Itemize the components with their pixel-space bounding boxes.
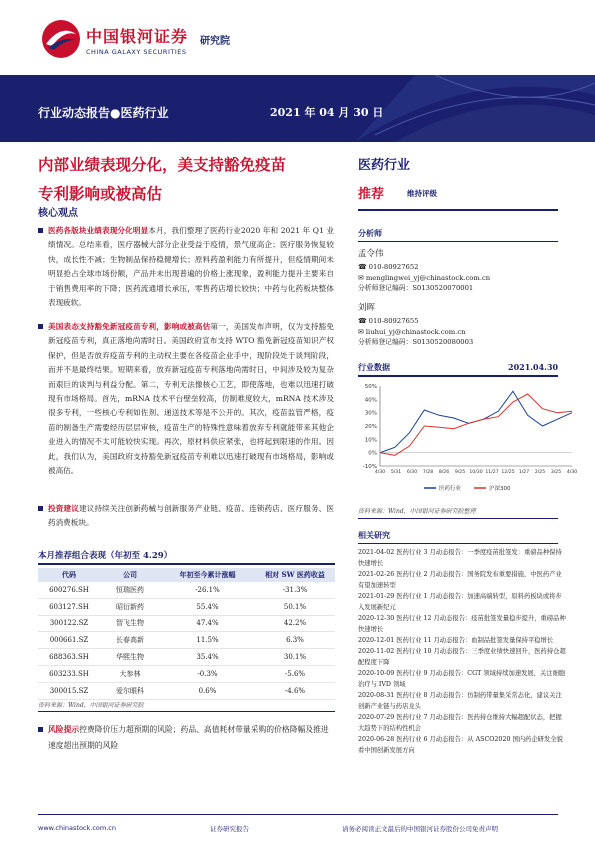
analyst-cert: 分析师登记编码：S0130520080003: [358, 338, 474, 346]
analyst-email[interactable]: ✉ liuhui_yj@chinastock.com.cn: [358, 327, 466, 336]
legend-label: 医药行业: [439, 486, 462, 492]
series-line: [380, 391, 572, 452]
table-row: [38, 632, 335, 649]
key-point-text: 本月，我们整理了医药行业2020 年和 2021 年 Q1 业绩情况。总结来看，医疗器械大部分企业受益于疫情，景气度高企；医疗服务恢复较快，成长性不减；生物制品保持稳健增长；原料药盈利能力有所提升，但疫情期间未明显抢占全球市场份额，产品并未出现普遍的价格上涨现象，盈利能力提升主要来自于销售费用率的下降；医药流通增长承压，零售药店增长较快；中药与化药板块整体表现疲软。: [48, 226, 334, 308]
analyst-name: 孟令伟: [358, 249, 384, 259]
email-icon: ✉: [358, 273, 366, 282]
stock-code: 603233.SH: [38, 665, 100, 682]
key-point-lead: 美国表态支持豁免新冠疫苗专利，影响或被高估: [48, 322, 211, 331]
company-logo: [40, 18, 240, 60]
x-tick-label: 6/30: [406, 470, 418, 475]
table-row: [38, 649, 335, 666]
key-point-lead: 医药各版块业绩表现分化明显: [48, 226, 149, 235]
portfolio-table: [38, 568, 335, 700]
x-tick-label: 12/25: [501, 470, 515, 475]
ytd-return: -26.1%: [160, 582, 255, 598]
divider: [358, 375, 558, 377]
market-data-date: 2021.04.30: [508, 362, 559, 372]
rating-note: 维持评级: [407, 189, 437, 198]
footer-label: 证券研究报告: [210, 825, 249, 833]
company-name: 爱尔眼科: [100, 682, 160, 699]
x-tick-label: 4/30: [374, 470, 386, 475]
bullet-icon: [38, 727, 43, 732]
table-row: [38, 615, 335, 632]
chart-ticks: [363, 384, 577, 475]
analyst-phone: ☎ 010-80927652: [358, 263, 419, 271]
chart-series: [380, 391, 572, 455]
key-point-lead: 投资建议: [48, 504, 79, 513]
divider: [38, 563, 335, 565]
y-tick-label: 20%: [364, 424, 377, 430]
analyst-phone: ☎ 010-80927655: [358, 317, 419, 325]
banner-decoration-icon: [355, 75, 595, 142]
stock-code: 300015.SZ: [38, 682, 100, 699]
y-tick-label: 40%: [364, 397, 377, 404]
market-data-heading: 行业数据: [358, 362, 390, 372]
related-research-item[interactable]: 2020-12-01 医药行业 11 月动态报告：血制品批签发量保持平稳增长: [358, 637, 554, 644]
stock-code: 300122.SZ: [38, 615, 100, 632]
bullet-icon: [38, 506, 43, 511]
ytd-return: 11.5%: [160, 632, 255, 649]
ytd-return: -0.3%: [160, 665, 255, 682]
company-name: 大参林: [100, 665, 160, 682]
divider: [358, 209, 558, 211]
sector-name: 医药行业: [358, 158, 411, 173]
company-name: 华熙生物: [100, 649, 160, 666]
institute-label: 研究院: [200, 36, 230, 47]
ytd-return: 47.4%: [160, 615, 255, 632]
phone-icon: ☎: [358, 263, 369, 271]
y-tick-label: 30%: [364, 410, 377, 417]
table-row: [38, 582, 335, 598]
table-source: 资料来源：Wind，中国银河证券研究院: [38, 702, 144, 709]
bullet-icon: [38, 324, 43, 329]
relative-return: 42.2%: [255, 615, 335, 632]
report-banner: [0, 75, 595, 142]
chart-legend: [424, 484, 511, 492]
table-header-row: [38, 568, 335, 582]
x-tick-label: 1/27: [518, 470, 530, 475]
analyst-heading: 分析师: [358, 228, 382, 238]
key-point-3: [48, 502, 334, 531]
related-research-item[interactable]: 2020-06-28 医药行业 6 月动态报告：从 ASCO2020 国内药企研发全貌看中国创新发展方向: [358, 736, 563, 754]
column-header: 公司: [100, 568, 160, 582]
divider: [358, 543, 558, 544]
footer-divider: [38, 814, 558, 815]
related-research-item[interactable]: 2021-01-29 医药行业 1 月动态报告：加速高端转型，原料药板块或将步入发展新纪元: [358, 593, 562, 611]
key-point-2: [48, 320, 334, 478]
bullet-icon: [38, 228, 43, 233]
analyst-card: [358, 300, 568, 348]
company-name: 昭衍新药: [100, 598, 160, 615]
key-point-text: 第一，美国发布声明，仅为支持豁免新冠疫苗专利，真正落地尚需时日。美国政府宣布支持 WTO 豁免新冠疫苗知识产权保护，但是否放弃疫苗专利的主动权主要在各疫苗企业手中，现阶段处于谈判阶段，而并不是最终结果。短期来看，放弃新冠疫苗专利落地尚需时日，中间涉及较为复杂而艰巨的谈判与利益分配。第二，专利无法像核心工艺，即使落地，也难以迅速打破现有市场格局。首先，mRNA 技术平台壁垒较高，仿制难度较大，mRNA 技术涉及很多专利，一些核心专利如佐剂、递送技术等是不公开的。其次，疫苗监管严格，疫苗的制备生产需要经历层层审核，疫苗生产的特殊性意味着放弃专利就能带来其他企业进入的情况不太可能较快实现。再次，原材料供应紧张，也将起到限速的作用。因此，我们认为，美国政府支持豁免新冠疫苗专利难以迅速打破现有市场格局，影响或被高估。: [48, 322, 335, 476]
ytd-return: 0.6%: [160, 682, 255, 699]
logo-text-cn: 中国银河证券: [86, 27, 189, 46]
related-research-heading: 相关研究: [358, 530, 390, 540]
related-research-item[interactable]: 2020-10-09 医药行业 9 月动态报告：CGT 领域持续加速发展，关注细胞治疗与 IVD 领域: [358, 670, 566, 688]
stock-code: 688363.SH: [38, 649, 100, 666]
company-name: 智飞生物: [100, 615, 160, 632]
legend-label: 沪深300: [489, 486, 511, 492]
table-row: [38, 665, 335, 682]
report-type: 行业动态报告●医药行业: [38, 106, 169, 120]
report-date: 2021 年 04 月 30 日: [270, 106, 384, 119]
ytd-return: 35.4%: [160, 649, 255, 666]
risk-warning: [48, 722, 334, 754]
related-research-item[interactable]: 2020-11-02 医药行业 10 月动态报告：三季度业绩快速回升，医药持仓超配程度下降: [358, 648, 566, 666]
analyst-card: [358, 246, 568, 294]
key-point-1: [48, 224, 334, 310]
table-row: [38, 598, 335, 615]
y-tick-label: 10%: [364, 437, 377, 444]
table-row: [38, 682, 335, 699]
x-tick-label: 9/25: [454, 470, 466, 475]
related-research-item[interactable]: 2021-04-02 医药行业 3 月动态报告：一季度疫苗批签发：重磅品种保持快速增长: [358, 549, 562, 567]
x-tick-label: 11/27: [485, 470, 499, 475]
analyst-cert: 分析师登记编码：S0130520070001: [358, 284, 474, 292]
risk-text: 控费降价压力超预期的风险；药品、高值耗材带量采购的价格降幅及推进速度超出预期的风险: [48, 725, 329, 750]
rating: 推荐: [358, 187, 385, 202]
x-tick-label: 7/28: [422, 470, 434, 475]
related-research-item[interactable]: 2020-12-30 医药行业 12 月动态报告：疫苗批签发量稳步提升，重磅品种快速增长: [358, 615, 566, 633]
title-line-1: 内部业绩表现分化，美支持豁免疫苗: [38, 155, 287, 174]
key-point-text: 建议持续关注创新药械与创新服务产业链、疫苗、连锁药店、医疗服务、医药消费板块。: [48, 504, 334, 528]
x-tick-label: 10/30: [469, 470, 483, 475]
related-research-item[interactable]: 2020-07-29 医药行业 7 月动态报告：医药持仓维持大幅超配状态，把握大趋势下的结构性机会: [358, 714, 562, 732]
x-tick-label: 8/26: [438, 470, 450, 475]
page-title: [38, 150, 343, 208]
relative-return: 30.1%: [255, 649, 335, 666]
company-name: 恒瑞医药: [100, 582, 160, 598]
relative-return: 50.1%: [255, 598, 335, 615]
company-name: 长春高新: [100, 632, 160, 649]
core-view-heading: 核心观点: [38, 208, 78, 219]
ytd-return: 55.4%: [160, 598, 255, 615]
column-header: 代码: [38, 568, 100, 582]
analyst-email[interactable]: ✉ menglingwei_yj@chinastock.com.cn: [358, 273, 491, 282]
y-tick-label: 50%: [364, 384, 377, 390]
footer-website-link[interactable]: www.chinastock.com.cn: [38, 824, 116, 832]
analyst-name: 刘晖: [358, 303, 376, 313]
stock-code: 600276.SH: [38, 582, 100, 598]
relative-return: -4.6%: [255, 682, 335, 699]
relative-return: 6.3%: [255, 632, 335, 649]
title-line-2: 专利影响或被高估: [38, 184, 163, 203]
related-research-item[interactable]: 2021-02-26 医药行业 2 月动态报告：国务院发布重要措施，中医药产业有望加速转型: [358, 571, 562, 589]
phone-icon: ☎: [358, 317, 369, 325]
series-line: [380, 394, 572, 455]
logo-text-en: CHINA GALAXY SECURITIES: [86, 48, 187, 56]
portfolio-title: 本月推荐组合表现（年初至 4.29）: [38, 551, 173, 561]
x-tick-label: 4/30: [566, 470, 578, 475]
relative-return: -31.3%: [255, 582, 335, 598]
risk-lead: 风险提示: [48, 725, 80, 734]
related-research-list: [358, 547, 568, 756]
chart-source: 资料来源：Wind，中国银河证券研究院整理: [358, 508, 476, 515]
industry-performance-chart: [358, 378, 578, 498]
stock-code: 603127.SH: [38, 598, 100, 615]
x-tick-label: 3/25: [550, 470, 562, 475]
column-header: 年初至今累计涨幅: [160, 568, 255, 582]
galaxy-logo-icon: [40, 18, 82, 60]
divider: [358, 241, 558, 242]
x-tick-label: 5/31: [390, 470, 402, 475]
y-tick-label: 0%: [368, 450, 377, 457]
footer-disclaimer: 请务必阅读正文最后的中国银河证券股份公司免责声明: [342, 825, 498, 833]
email-icon: ✉: [358, 327, 366, 336]
y-tick-label: -10%: [362, 464, 377, 470]
related-research-item[interactable]: 2020-08-31 医药行业 8 月动态报告：仿制药带量集采常态化，建议关注创新产业链与药店龙头: [358, 692, 562, 710]
divider: [358, 518, 558, 519]
column-header: 相对 SW 医药收益: [255, 568, 335, 582]
stock-code: 000661.SZ: [38, 632, 100, 649]
relative-return: -5.6%: [255, 665, 335, 682]
x-tick-label: 2/25: [534, 470, 546, 475]
divider: [38, 711, 335, 712]
